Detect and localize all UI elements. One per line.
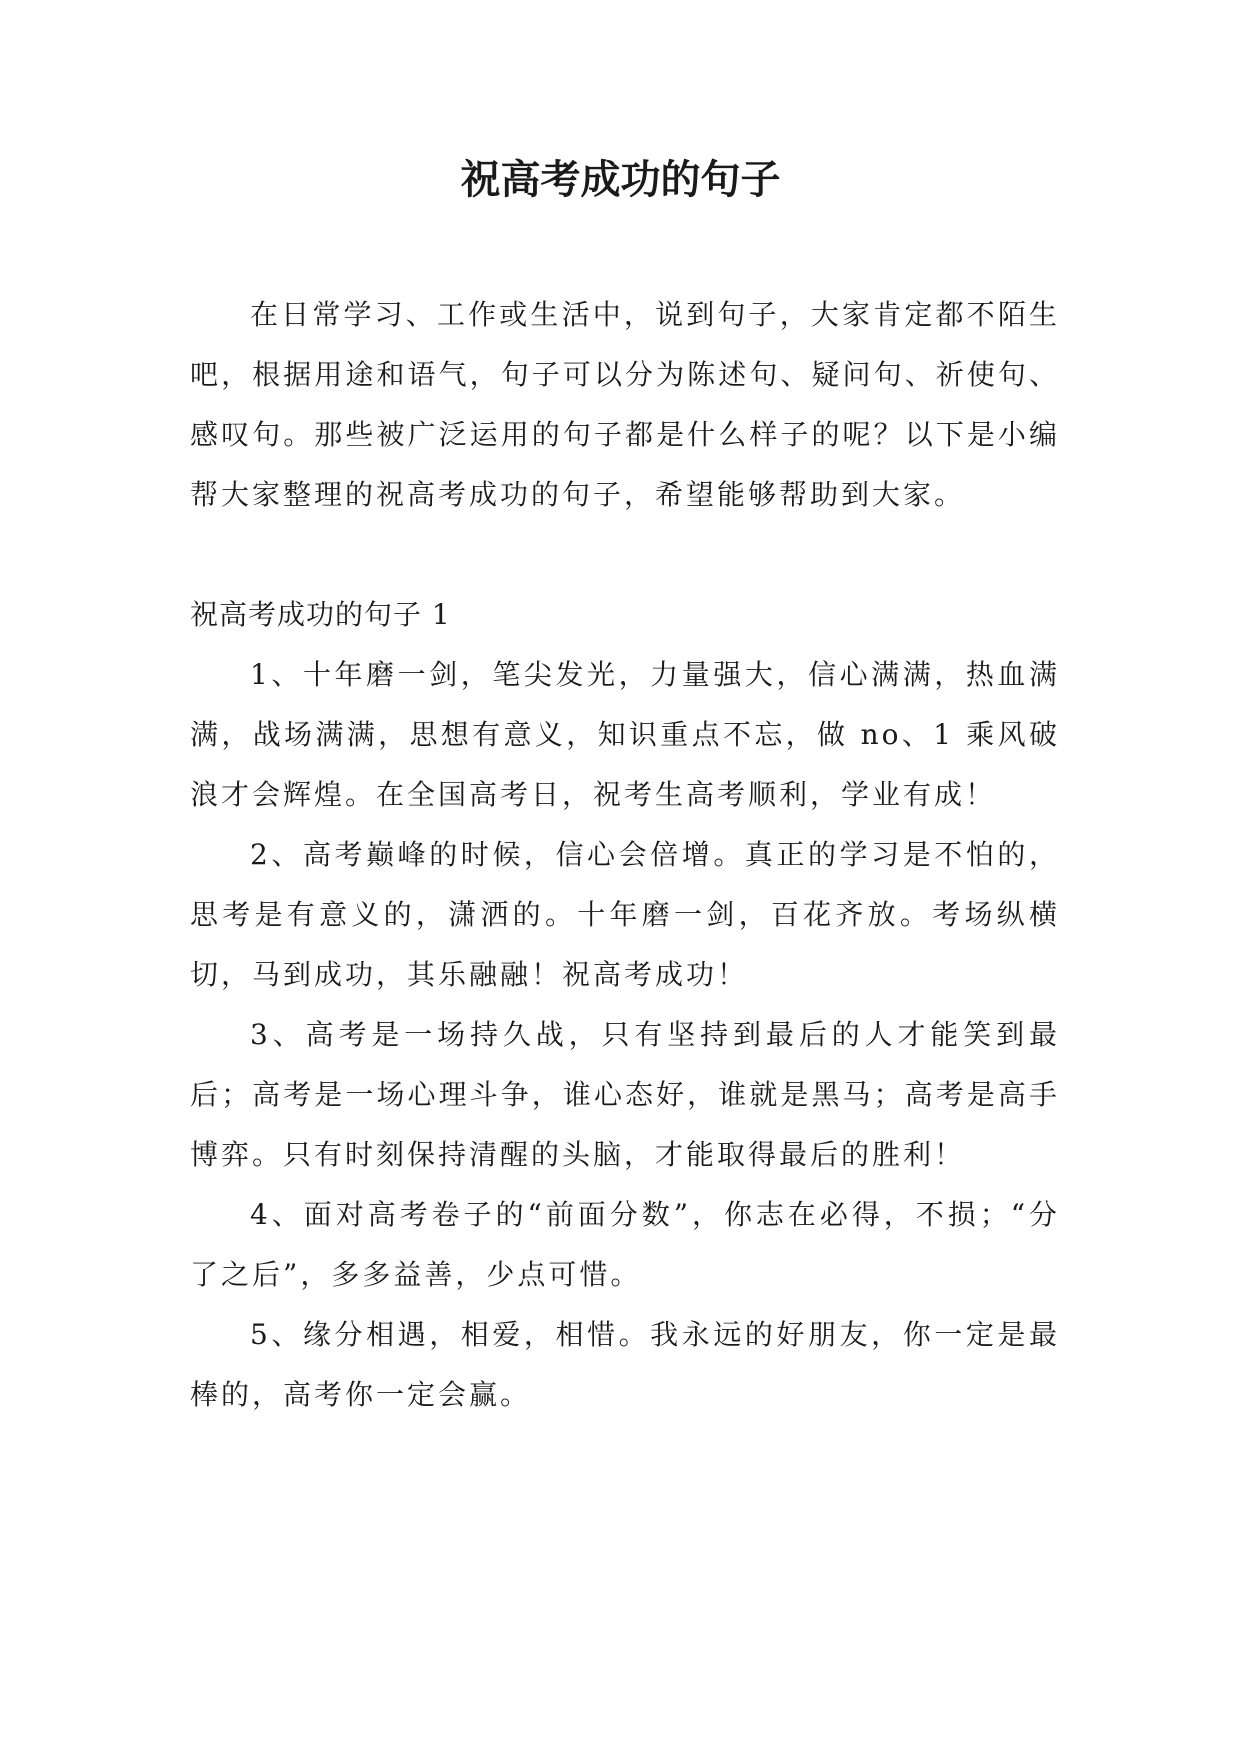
document-title: 祝高考成功的句子 [460, 157, 781, 203]
list-item: 4、面对高考卷子的“前面分数”，你志在必得，不损；“分了之后”，多多益善，少点可惜。 [190, 1198, 1060, 1291]
list-item: 3、高考是一场持久战，只有坚持到最后的人才能笑到最后；高考是一场心理斗争，谁心态好，谁就是黑马；高考是高手博弈。只有时刻保持清醒的头脑，才能取得最后的胜利！ [190, 1018, 1060, 1171]
list-item: 1、十年磨一剑，笔尖发光，力量强大，信心满满，热血满满，战场满满，思想有意义，知识重点不忘，做 no、1 乘风破浪才会辉煌。在全国高考日，祝考生高考顺利，学业有成！ [190, 658, 1060, 811]
section-heading: 祝高考成功的句子 1 [190, 598, 451, 631]
document-body [190, 285, 1060, 1425]
list-item: 5、缘分相遇，相爱，相惜。我永远的好朋友，你一定是最棒的，高考你一定会赢。 [190, 1318, 1060, 1411]
list-item: 2、高考巅峰的时候，信心会倍增。真正的学习是不怕的，思考是有意义的，潇洒的。十年磨一剑，百花齐放。考场纵横切，马到成功，其乐融融！祝高考成功！ [190, 838, 1060, 991]
intro-paragraph: 在日常学习、工作或生活中，说到句子，大家肯定都不陌生吧，根据用途和语气，句子可以分为陈述句、疑问句、祈使句、感叹句。那些被广泛运用的句子都是什么样子的呢？以下是小编帮大家整理的祝高考成功的句子，希望能够帮助到大家。 [190, 298, 1060, 511]
